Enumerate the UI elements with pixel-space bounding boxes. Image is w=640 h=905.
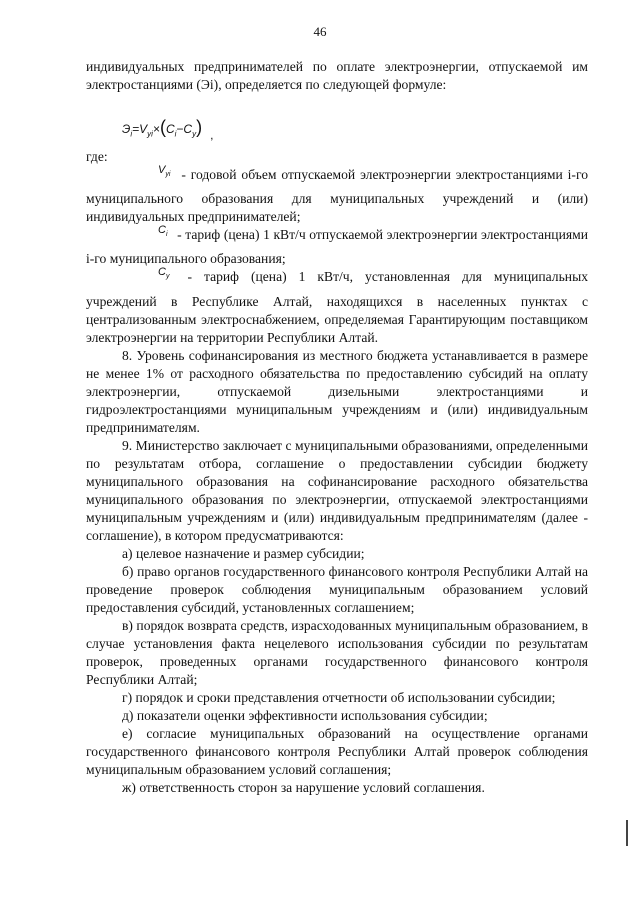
formula-v-sub: yi bbox=[147, 129, 153, 139]
formula-c1: C bbox=[165, 122, 175, 136]
item-zh: ж) ответственность сторон за нарушение условий соглашения. bbox=[122, 779, 485, 795]
formula-comma: , bbox=[210, 128, 214, 142]
formula-close-paren: ) bbox=[196, 117, 203, 137]
item-d: д) показатели оценки эффективности использования субсидии; bbox=[122, 707, 488, 723]
formula-eq: = bbox=[132, 122, 140, 136]
symbol-ci: $C_i$ bbox=[158, 224, 168, 239]
item-v: в) порядок возврата средств, израсходованных муниципальным образованием, в случае установления факта нецелевого использования субсидии по результатам проверок, проведенных органами государственного финансового контроля Республики Алтай; bbox=[86, 617, 588, 687]
definition-v: $V_{yi}$ - годовой объем отпускаемой электроэнергии электростанциями i-го муниципального образования для муниципальных учреждений и (или) индивидуальных предпринимателей; bbox=[86, 166, 588, 226]
item-a: а) целевое назначение и размер субсидии; bbox=[122, 545, 365, 561]
item-b: б) право органов государственного финансового контроля Республики Алтай на проведение проверок соблюдения муниципальным образованием условий предоставления субсидий, установленных соглашением; bbox=[86, 563, 588, 615]
formula-minus: − bbox=[176, 122, 184, 136]
formula-c2-sub: y bbox=[192, 129, 197, 139]
formula-times: × bbox=[152, 122, 160, 136]
symbol-cy: $C_y$ bbox=[158, 266, 170, 281]
intro-paragraph: индивидуальных предпринимателей по оплате электроэнергии, отпускаемой им электростанциями (Эi), определяется по следующей формуле: bbox=[86, 59, 588, 92]
symbol-v: $V_{yi}$ bbox=[158, 164, 171, 179]
definition-cy: $C_y$ - тариф (цена) 1 кВт/ч, установленная для муниципальных учреждений в Республике Алтай, находящихся в населенных пунктах с централизованным электроснабжением, определяемая Гарантирующим поставщиком электроэнергии на территории Республики Алтай. bbox=[86, 268, 588, 346]
scan-edge-mark bbox=[626, 820, 628, 846]
paragraph-9: 9. Министерство заключает с муниципальными образованиями, определенными по результатам отбора, соглашение о предоставлении субсидии бюджету муниципального образования на софинансирование расходного обязательства муниципального образования по электроэнергии, отпускаемой электростанциями муниципальным учреждениям и (или) индивидуальным предпринимателям (далее - соглашение), в котором предусматриваются: bbox=[86, 437, 588, 543]
paragraph-8: 8. Уровень софинансирования из местного бюджета устанавливается в размере не менее 1% от расходного обязательства по предоставлению субсидий на оплату электроэнергии, отпускаемой дизельными электростанциями и гидроэлектростанциями муниципальным учреждениям и (или) индивидуальным предпринимателям. bbox=[86, 347, 588, 435]
formula-c1-sub: i bbox=[174, 129, 177, 139]
formula-open-paren: ( bbox=[159, 117, 166, 137]
item-e: е) согласие муниципальных образований на осуществление органами государственного финансового контроля Республики Алтай проверок соблюдения муниципальным образованием условий соглашения; bbox=[86, 725, 588, 777]
formula-lhs: Э bbox=[122, 122, 131, 136]
definition-ci: $C_i$ - тариф (цена) 1 кВт/ч отпускаемой электроэнергии электростанциями i-го муниципального образования; bbox=[86, 226, 588, 268]
page-number: 46 bbox=[313, 24, 327, 39]
formula bbox=[122, 114, 588, 140]
where-label: где: bbox=[86, 149, 108, 164]
formula-lhs-sub: i bbox=[130, 129, 133, 139]
item-g: г) порядок и сроки представления отчетности об использовании субсидии; bbox=[122, 689, 556, 705]
formula-c2: C bbox=[183, 122, 193, 136]
formula-v: V bbox=[139, 122, 148, 136]
document-body bbox=[86, 58, 588, 797]
